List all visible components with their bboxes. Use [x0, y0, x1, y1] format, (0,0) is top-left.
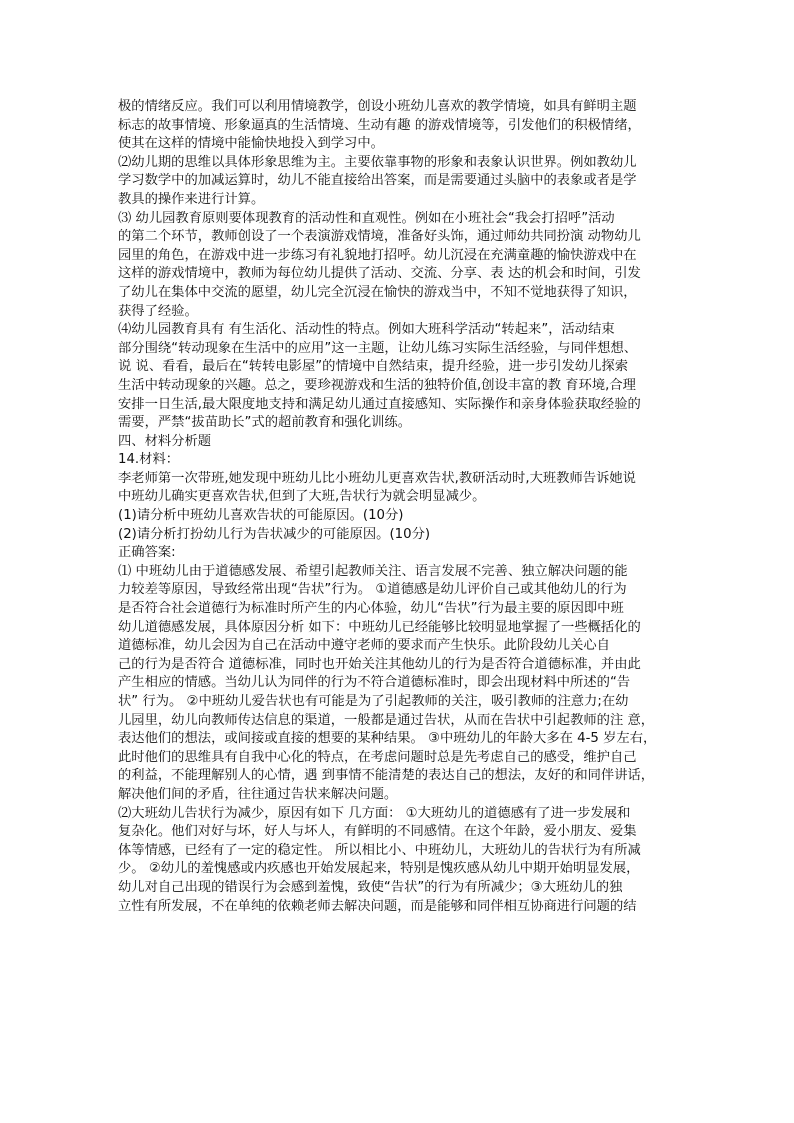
text-line: 体等情感，已经有了一定的稳定性。 所以相比小、中班幼儿，大班幼儿的告状行为有所减 [118, 842, 641, 858]
text-line: 力较差等原因，导致经常出现“告状”行为。 ①道德感是幼儿评价自己或其他幼儿的行为 [118, 582, 627, 598]
text-line: 说 说、看看，最后在“转转电影屋”的情境中自然结束，提升经验，进一步引发幼儿探索 [118, 359, 628, 375]
text-line: 园里的角色，在游戏中进一步练习有礼貌地打招呼。幼儿沉浸在充满童趣的愉快游戏中在 [118, 247, 637, 263]
text-line: 获得了经验。 [118, 303, 198, 319]
text-line: 少。 ②幼儿的羞愧感或内疚感也开始发展起来，特别是愧疚感从幼儿中期开始明显发展， [118, 861, 640, 877]
text-line: 教具的操作来进行计算。 [118, 191, 265, 207]
text-line: 需要，严禁“拔苗助长”式的超前教育和强化训练。 [118, 415, 412, 431]
section-heading: 四、材料分析题 [118, 433, 212, 449]
text-line: ⑵幼儿期的思维以具体形象思维为主。主要依靠事物的形象和表象认识世界。例如教幼儿 [118, 154, 637, 170]
question-part-1: (1)请分析中班幼儿喜欢告状的可能原因。(10分) [118, 508, 404, 524]
text-line: ⑶ 幼儿园教育原则要体现教育的活动性和直观性。例如在小班社会“我会打招呼”活动 [118, 210, 615, 226]
text-line: 立性有所发展，不在单纯的依赖老师去解决问题，而是能够和同伴相互协商进行问题的结 [118, 898, 637, 914]
text-line: 的第二个环节，教师创设了一个表演游戏情境，准备好头饰，通过师幼共同扮演 动物幼儿 [118, 229, 641, 245]
answer-label: 正确答案: [118, 545, 176, 561]
text-line: 极的情绪反应。我们可以利用情境教学，创设小班幼儿喜欢的教学情境，如具有鲜明主题 [118, 99, 637, 114]
text-line: 儿园里，幼儿向教师传达信息的渠道，一般都是通过告状，从而在告状中引起教师的注 意， [118, 712, 655, 728]
text-line: 道德标准，幼儿会因为自己在活动中遵守老师的要求而产生快乐。此阶段幼儿关心自 [118, 638, 610, 654]
text-line: 生活中转动现象的兴趣。总之，要珍视游戏和生活的独特价值,创设丰富的教 育环境,合理 [118, 377, 636, 393]
text-line: 这样的游戏情境中，教师为每位幼儿提供了活动、交流、分享、表 达的机会和时间，引发 [118, 266, 641, 282]
text-line: ⑴ 中班幼儿由于道德感发展、希望引起教师关注、语言发展不完善、独立解决问题的能 [118, 563, 628, 579]
text-line: 使其在这样的情境中能愉快地投入到学习中。 [118, 136, 384, 152]
text-line: 产生相应的情感。当幼儿认为同伴的行为不符合道德标准时，即会出现材料中所述的“告 [118, 675, 631, 691]
text-line: 是否符合社会道德行为标准时所产生的内心体验，幼儿“告状”行为最主要的原因即中班 [118, 601, 624, 617]
text-line: 幼儿对自己出现的错误行为会感到羞愧，致使“告状”的行为有所减少；③大班幼儿的独 [118, 879, 623, 895]
text-line: 此时他们的思维具有自我中心化的特点，在考虑问题时总是先考虑自己的感受，维护自己 [118, 749, 637, 765]
text-line: 标志的故事情境、形象逼真的生活情境、生动有趣 的游戏情境等，引发他们的积极情绪， [118, 117, 641, 133]
text-line: 表达他们的想法，或间接或直接的想要的某种结果。 ③中班幼儿的年龄大多在 4-5 岁左右， [118, 731, 657, 747]
text-line: 李老师第一次带班,她发现中班幼儿比小班幼儿更喜欢告状,教研活动时,大班教师告诉她说 [118, 470, 636, 486]
text-line: 中班幼儿确实更喜欢告状,但到了大班,告状行为就会明显减少。 [118, 489, 486, 505]
text-line: 了幼儿在集体中交流的愿望，幼儿完全沉浸在愉快的游戏当中，不知不觉地获得了知识， [118, 284, 637, 300]
text-line: 的利益，不能理解别人的心情，遇 到事情不能清楚的表达自己的想法，友好的和同伴讲话， [118, 768, 655, 784]
text-line: 解决他们间的矛盾，往往通过告状来解决问题。 [118, 786, 398, 802]
text-line: 复杂化。他们对好与坏，好人与坏人，有鲜明的不同感情。在这个年龄，爱小朋友、爱集 [118, 824, 637, 840]
question-number: 14.材料： [118, 452, 180, 468]
text-line: 幼儿道德感发展，具体原因分析 如下：中班幼儿已经能够比较明显地掌握了一些概括化的 [118, 619, 641, 635]
question-part-2: (2)请分析打扮幼儿行为告状减少的可能原因。(10分) [118, 526, 431, 542]
text-line: ⑵大班幼儿告状行为减少，原因有如下 几方面： ①大班幼儿的道德感有了进一步发展和 [118, 805, 631, 821]
text-line: ⑷幼儿园教育具有 有生活化、活动性的特点。例如大班科学活动“转起来”，活动结束 [118, 322, 615, 338]
text-line: 状” 行为。 ②中班幼儿爱告状也有可能是为了引起教师的关注，吸引教师的注意力;在幼 [118, 694, 629, 709]
text-line: 己的行为是否符合 道德标准，同时也开始关注其他幼儿的行为是否符合道德标准，并由此 [118, 656, 641, 672]
document-page [118, 98, 680, 916]
text-line: 部分围绕“转动现象在生活中的应用”这一主题，让幼儿练习实际生活经验，与同伴想想、 [118, 340, 638, 356]
text-line: 安排一日生活,最大限度地支持和满足幼儿通过直接感知、实际操作和亲身体验获取经验的 [118, 396, 641, 412]
text-line: 学习数学中的加减运算时，幼儿不能直接给出答案，而是需要通过头脑中的表象或者是学 [118, 173, 637, 189]
